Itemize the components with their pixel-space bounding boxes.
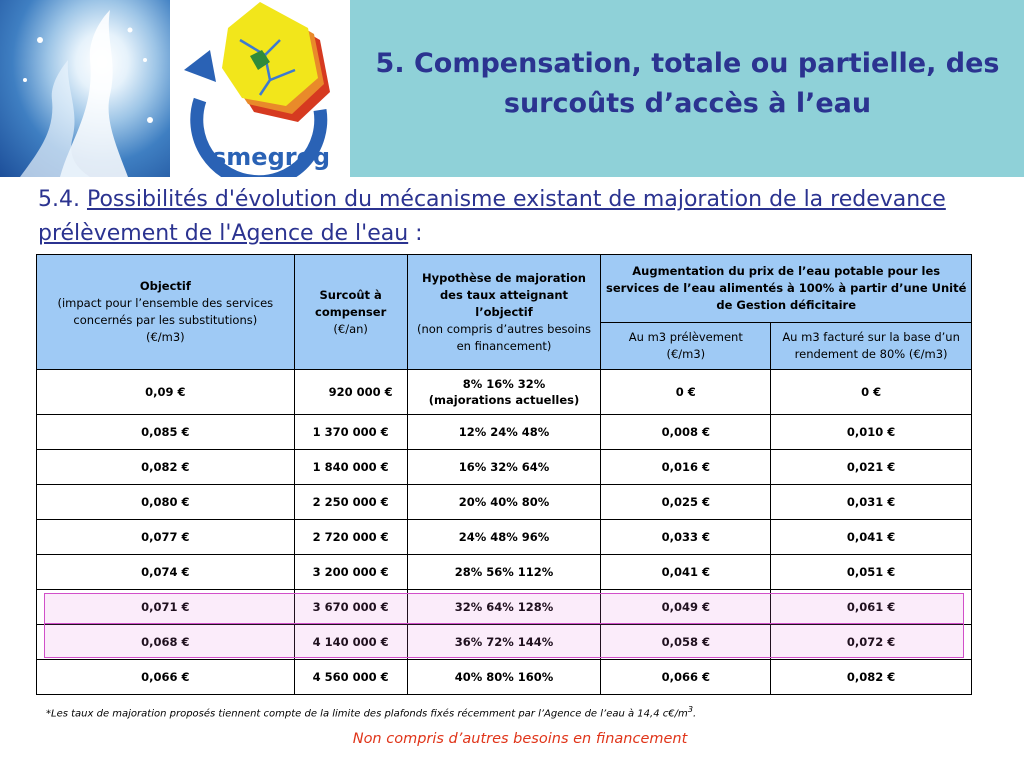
cell-prelevement: 0,016 € (601, 450, 771, 485)
cell-surcout: 3 200 000 € (294, 555, 407, 590)
header-m3-prelevement-unit: (€/m3) (666, 347, 706, 361)
table-row (37, 415, 972, 450)
cell-prelevement: 0,025 € (601, 485, 771, 520)
svg-text:smegreg: smegreg (212, 143, 331, 171)
title-line-2: surcoûts d’accès à l’eau (503, 88, 872, 119)
header-m3-prelevement (601, 323, 771, 370)
section-title-link[interactable]: Possibilités d'évolution du mécanisme existant de majoration de la redevance prélèvement de l'Agence de l'eau (38, 187, 946, 246)
cell-surcout: 3 670 000 € (294, 590, 407, 625)
subtitle-suffix: : (408, 221, 423, 246)
cell-hypothese: 16% 32% 64% (407, 450, 601, 485)
cell-objectif: 0,077 € (37, 520, 295, 555)
cell-prelevement: 0,041 € (601, 555, 771, 590)
smegreg-logo (170, 0, 350, 177)
header-surcout-unit: (€/an) (333, 321, 368, 336)
cell-facture: 0,051 € (771, 555, 972, 590)
table-row (37, 660, 972, 695)
table-row (37, 520, 972, 555)
cell-objectif: 0,082 € (37, 450, 295, 485)
header-augmentation-title: Augmentation du prix de l’eau potable pour les services de l’eau alimentés à 100% à partir d’une Unité de Gestion déficitaire (605, 264, 967, 312)
cell-prelevement: 0,049 € (601, 590, 771, 625)
header-objectif-title: Objectif (139, 279, 191, 293)
header-m3-facture (771, 323, 972, 370)
water-splash-image (0, 0, 170, 177)
cell-hypothese (407, 370, 601, 415)
cell-facture: 0,021 € (771, 450, 972, 485)
cell-facture: 0,082 € (771, 660, 972, 695)
table-row (37, 450, 972, 485)
cell-hypothese: 36% 72% 144% (407, 625, 601, 660)
cell-facture: 0,041 € (771, 520, 972, 555)
section-subtitle (38, 183, 988, 251)
table-row (37, 590, 972, 625)
table-row (37, 370, 972, 415)
cell-surcout: 4 140 000 € (294, 625, 407, 660)
cell-objectif: 0,09 € (37, 370, 295, 415)
cell-hypothese-value: 8% 16% 32% (462, 377, 546, 391)
header-objectif-unit: (€/m3) (145, 330, 185, 344)
cell-surcout: 1 370 000 € (294, 415, 407, 450)
cell-surcout: 920 000 € (294, 370, 407, 415)
cell-facture: 0,061 € (771, 590, 972, 625)
cell-objectif: 0,080 € (37, 485, 295, 520)
cell-objectif: 0,066 € (37, 660, 295, 695)
header-objectif (37, 255, 295, 370)
header-m3-prelevement-title: Au m3 prélèvement (628, 330, 743, 344)
footnote (46, 704, 696, 719)
header-m3-facture-title: Au m3 facturé sur la base d’un rendement de 80% (€/m3) (782, 330, 960, 361)
cell-surcout: 4 560 000 € (294, 660, 407, 695)
page-title (355, 44, 1020, 124)
table-row (37, 555, 972, 590)
table-row (37, 485, 972, 520)
cell-hypothese: 32% 64% 128% (407, 590, 601, 625)
header-surcout-title: Surcoût à compenser (315, 287, 387, 319)
cell-prelevement: 0,066 € (601, 660, 771, 695)
cell-hypothese-note: (majorations actuelles) (428, 393, 580, 407)
cell-objectif: 0,074 € (37, 555, 295, 590)
cell-surcout: 2 250 000 € (294, 485, 407, 520)
cell-prelevement: 0,008 € (601, 415, 771, 450)
cell-objectif: 0,071 € (37, 590, 295, 625)
cell-hypothese: 28% 56% 112% (407, 555, 601, 590)
section-number: 5.4. (38, 187, 87, 212)
header-hypothese-title: Hypothèse de majoration des taux atteignant l’objectif (422, 270, 586, 319)
cell-prelevement: 0,033 € (601, 520, 771, 555)
majoration-table (36, 254, 972, 695)
cell-facture: 0,072 € (771, 625, 972, 660)
cell-hypothese: 12% 24% 48% (407, 415, 601, 450)
cell-surcout: 2 720 000 € (294, 520, 407, 555)
header-hypothese-desc: (non compris d’autres besoins en financement) (416, 321, 592, 353)
footnote-text: *Les taux de majoration proposés tiennent compte de la limite des plafonds fixés récemment par l’Agence de l’eau à 14,4 c€/m (46, 708, 688, 720)
cell-prelevement: 0,058 € (601, 625, 771, 660)
header-surcout (294, 255, 407, 370)
header-objectif-desc: (impact pour l’ensemble des services concernés par les substitutions) (57, 296, 274, 327)
table-row (37, 625, 972, 660)
header-hypothese (407, 255, 601, 370)
cell-objectif: 0,085 € (37, 415, 295, 450)
financing-note: Non compris d’autres besoins en financement (352, 731, 688, 747)
cell-facture: 0,031 € (771, 485, 972, 520)
cell-hypothese: 40% 80% 160% (407, 660, 601, 695)
cell-facture: 0 € (771, 370, 972, 415)
cell-hypothese: 24% 48% 96% (407, 520, 601, 555)
cell-objectif: 0,068 € (37, 625, 295, 660)
footnote-sup: 3 (687, 704, 694, 714)
cell-facture: 0,010 € (771, 415, 972, 450)
cell-prelevement: 0 € (601, 370, 771, 415)
header-augmentation (601, 255, 972, 323)
slide-header (0, 0, 1024, 177)
cell-surcout: 1 840 000 € (294, 450, 407, 485)
cell-hypothese: 20% 40% 80% (407, 485, 601, 520)
footnote-end: . (693, 708, 697, 720)
title-line-1: 5. Compensation, totale ou partielle, des (375, 48, 1000, 79)
